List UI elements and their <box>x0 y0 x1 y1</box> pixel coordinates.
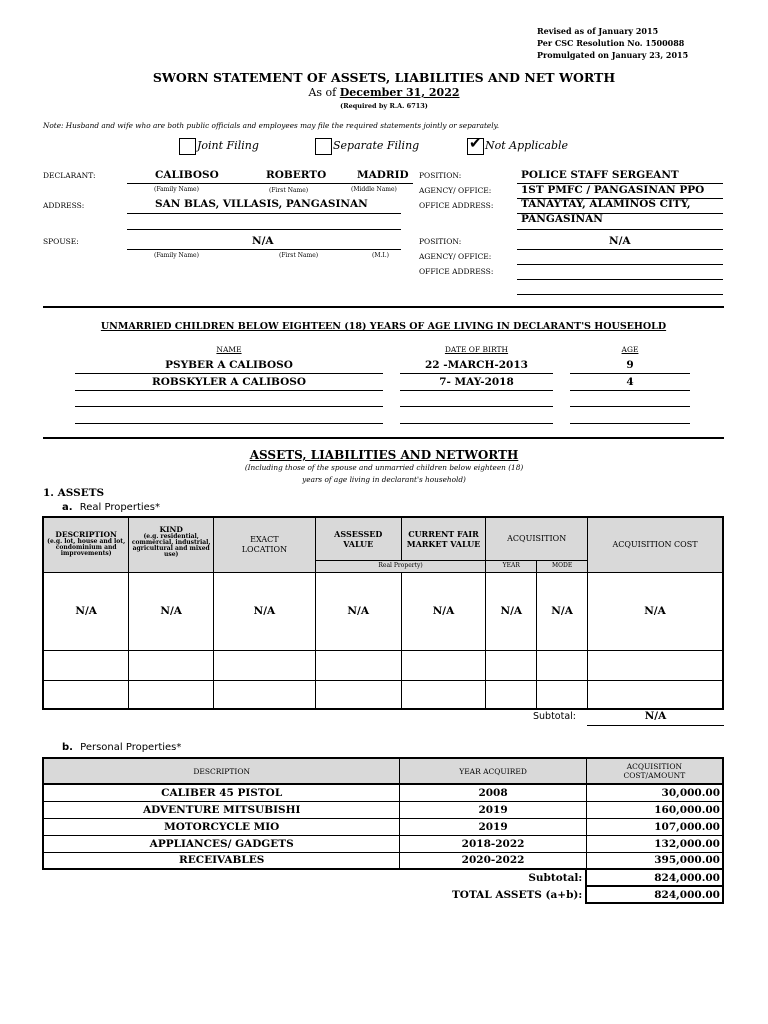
joint-filing-checkbox[interactable] <box>179 138 196 155</box>
real-subtotal-value: N/A <box>644 710 667 722</box>
real-col-kind: KIND (e.g. residential, commercial, industrial, agricultural and mixed use) <box>129 517 214 572</box>
office-address-line2: PANGASINAN <box>521 213 603 225</box>
position-value: POLICE STAFF SERGEANT <box>521 169 679 181</box>
child-dob: 22 -MARCH-2013 <box>425 359 528 371</box>
real-col-acquisition: ACQUISITION <box>486 517 588 560</box>
table-cell: N/A <box>315 572 401 650</box>
middle-name-caption: (Middle Name) <box>351 186 397 193</box>
spouse-name: N/A <box>252 235 274 247</box>
as-of-label: As of <box>308 86 337 99</box>
as-of-line <box>0 86 768 99</box>
personal-cost: 395,000.00 <box>586 852 723 869</box>
real-properties-table <box>42 516 724 710</box>
total-assets-value: 824,000.00 <box>586 886 723 903</box>
address-value: SAN BLAS, VILLASIS, PANGASINAN <box>155 198 368 210</box>
section-divider <box>43 437 724 439</box>
real-col-assessed: ASSESSED VALUE <box>315 517 401 560</box>
declarant-label: DECLARANT: <box>43 171 96 180</box>
table-row <box>43 680 723 709</box>
children-col-name: NAME <box>216 345 242 354</box>
spouse-family-caption: (Family Name) <box>154 252 199 259</box>
spouse-agency-label: AGENCY/ OFFICE: <box>419 252 492 261</box>
total-assets-label: TOTAL ASSETS (a+b): <box>451 888 583 901</box>
spouse-office-address-label: OFFICE ADDRESS: <box>419 267 494 276</box>
table-row <box>43 835 723 852</box>
children-col-dob: DATE OF BIRTH <box>444 345 509 354</box>
agency-label: AGENCY/ OFFICE: <box>419 186 492 195</box>
declarant-middle-name: MADRID <box>357 169 409 181</box>
section-divider <box>43 306 724 308</box>
personal-cost: 160,000.00 <box>586 801 723 818</box>
personal-description: MOTORCYCLE MIO <box>43 818 400 835</box>
child-age: 4 <box>626 376 634 388</box>
position-label: POSITION: <box>419 171 462 180</box>
table-cell: N/A <box>129 572 214 650</box>
revision-line-1: Revised as of January 2015 <box>537 26 659 36</box>
spouse-mi-caption: (M.I.) <box>372 252 390 259</box>
child-name: PSYBER A CALIBOSO <box>165 359 293 371</box>
personal-year: 2020-2022 <box>400 852 586 869</box>
table-cell: N/A <box>214 572 316 650</box>
office-address-line1: TANAYTAY, ALAMINOS CITY, <box>521 198 691 210</box>
personal-cost: 30,000.00 <box>586 784 723 801</box>
personal-subtotal-row <box>43 869 723 886</box>
personal-description: CALIBER 45 PISTOL <box>43 784 400 801</box>
real-col-cost: ACQUISITION COST <box>588 517 723 572</box>
revision-line-2: Per CSC Resolution No. 1500088 <box>537 38 685 48</box>
not-applicable-checkbox[interactable] <box>467 134 484 155</box>
personal-cost: 132,000.00 <box>586 835 723 852</box>
personal-year: 2019 <box>400 801 586 818</box>
table-row <box>43 650 723 680</box>
assets-heading: 1. ASSETS <box>43 487 105 499</box>
alnw-title: ASSETS, LIABILITIES AND NETWORTH <box>249 448 519 462</box>
table-cell: N/A <box>401 572 486 650</box>
alnw-subtitle-2: years of age living in declarant's household) <box>302 475 466 484</box>
personal-col-year: YEAR ACQUIRED <box>400 758 586 784</box>
personal-properties-table <box>42 757 724 904</box>
checkmark-icon: ✔ <box>469 134 482 152</box>
office-address-label: OFFICE ADDRESS: <box>419 201 494 210</box>
table-row <box>43 801 723 818</box>
spouse-first-caption: (First Name) <box>279 252 319 259</box>
personal-col-description: DESCRIPTION <box>43 758 400 784</box>
table-row <box>43 818 723 835</box>
real-col-location: EXACT LOCATION <box>214 517 316 572</box>
personal-subtotal-label: Subtotal: <box>528 872 583 884</box>
address-label: ADDRESS: <box>43 201 85 210</box>
table-cell: N/A <box>43 572 129 650</box>
separate-filing-checkbox[interactable] <box>315 138 332 155</box>
children-col-age: AGE <box>621 345 639 354</box>
agency-value: 1ST PMFC / PANGASINAN PPO <box>521 184 705 196</box>
family-name-caption: (Family Name) <box>154 186 199 193</box>
personal-year: 2018-2022 <box>400 835 586 852</box>
personal-cost: 107,000.00 <box>586 818 723 835</box>
real-col-fair-sub: Real Property) <box>315 560 486 572</box>
revision-line-3: Promulgated on January 23, 2015 <box>537 50 689 60</box>
child-dob: 7- MAY-2018 <box>439 376 514 388</box>
personal-properties-label: b. Personal Properties* <box>62 742 182 753</box>
real-col-fair: CURRENT FAIR MARKET VALUE <box>401 517 486 560</box>
real-col-year: YEAR <box>486 560 537 572</box>
table-cell: N/A <box>537 572 588 650</box>
real-col-description: DESCRIPTION (e.g. lot, house and lot, condominium and improvements) <box>43 517 129 572</box>
as-of-date: December 31, 2022 <box>339 86 460 99</box>
required-by: (Required by R.A. 6713) <box>340 102 428 110</box>
declarant-first-name: ROBERTO <box>266 169 327 181</box>
joint-filing-label: Joint Filing <box>197 139 259 152</box>
child-age: 9 <box>626 359 634 371</box>
spouse-position-label: POSITION: <box>419 237 462 246</box>
table-row <box>43 572 723 650</box>
first-name-caption: (First Name) <box>269 187 309 194</box>
declarant-family-name: CALIBOSO <box>155 169 219 181</box>
table-cell: N/A <box>486 572 537 650</box>
table-row <box>43 784 723 801</box>
personal-description: APPLIANCES/ GADGETS <box>43 835 400 852</box>
not-applicable-label: Not Applicable <box>485 139 569 152</box>
child-name: ROBSKYLER A CALIBOSO <box>152 376 306 388</box>
personal-year: 2008 <box>400 784 586 801</box>
children-title: UNMARRIED CHILDREN BELOW EIGHTEEN (18) YEARS OF AGE LIVING IN DECLARANT'S HOUSEHOLD <box>100 321 667 332</box>
personal-subtotal-value: 824,000.00 <box>586 869 723 886</box>
personal-year: 2019 <box>400 818 586 835</box>
personal-description: RECEIVABLES <box>43 852 400 869</box>
separate-filing-label: Separate Filing <box>333 139 420 152</box>
table-row <box>43 852 723 869</box>
personal-col-cost: ACQUISITION COST/AMOUNT <box>586 758 723 784</box>
alnw-subtitle-1: (Including those of the spouse and unmarried children below eighteen (18) <box>244 463 524 472</box>
real-col-mode: MODE <box>537 560 588 572</box>
spouse-label: SPOUSE: <box>43 237 79 246</box>
personal-description: ADVENTURE MITSUBISHI <box>43 801 400 818</box>
table-cell: N/A <box>588 572 723 650</box>
real-properties-label: a. Real Properties* <box>62 502 161 513</box>
filing-note: Note: Husband and wife who are both public officials and employees may file the required statements jointly or separately. <box>43 121 500 130</box>
total-assets-row <box>43 886 723 903</box>
page-title: SWORN STATEMENT OF ASSETS, LIABILITIES AND NET WORTH <box>152 70 616 85</box>
real-subtotal-label: Subtotal: <box>533 711 577 722</box>
spouse-position-value: N/A <box>609 235 631 247</box>
